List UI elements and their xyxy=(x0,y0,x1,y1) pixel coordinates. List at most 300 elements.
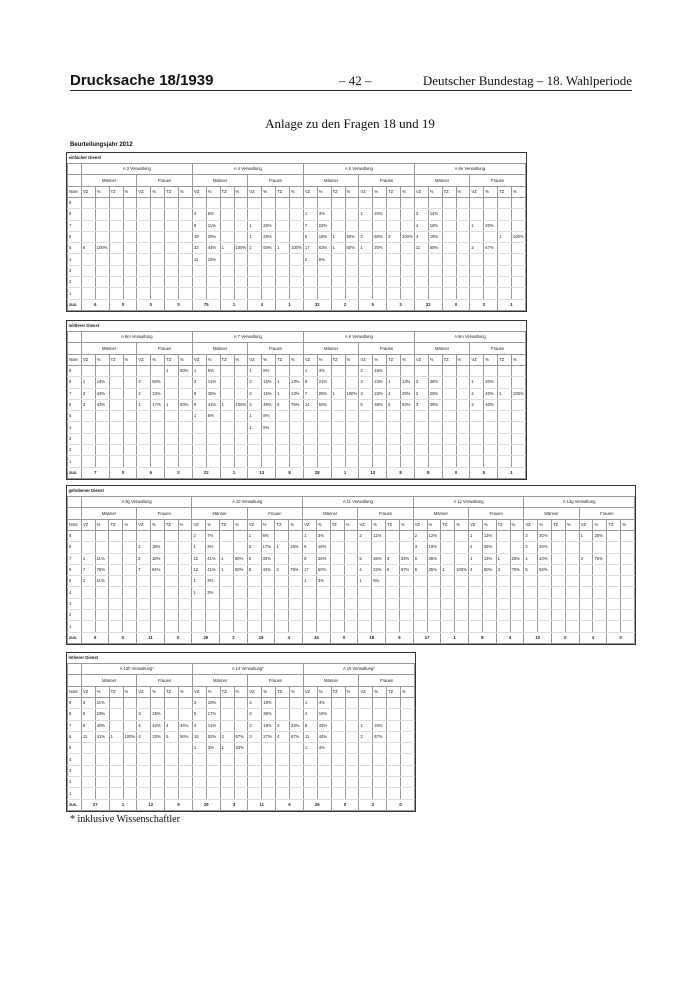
table-cell: 41% xyxy=(206,553,220,564)
table-cell xyxy=(524,598,538,609)
column-header: TZ xyxy=(498,354,512,365)
column-header: VZ xyxy=(137,686,151,697)
table-cell xyxy=(179,433,193,444)
column-header: TZ xyxy=(275,519,289,530)
table-cell xyxy=(123,553,137,564)
table-cell xyxy=(151,433,165,444)
table-cell: 100% xyxy=(455,564,469,575)
table-cell xyxy=(123,254,137,265)
column-header: VZ xyxy=(192,686,206,697)
table-cell xyxy=(220,610,234,621)
table-cell xyxy=(510,576,524,587)
table-cell xyxy=(484,422,498,433)
table-cell xyxy=(441,598,455,609)
table-cell xyxy=(123,587,137,598)
table-cell: 15% xyxy=(206,254,220,265)
table-cell xyxy=(220,456,234,467)
table-cell xyxy=(303,433,317,444)
table-cell xyxy=(498,411,512,422)
grade-note: 2 xyxy=(68,610,82,621)
table-cell xyxy=(109,456,123,467)
table-cell xyxy=(413,587,427,598)
table-cell: 1 xyxy=(303,576,317,587)
table-cell: 26% xyxy=(372,553,386,564)
table-cell xyxy=(401,709,415,720)
grade-note: 3 xyxy=(68,433,82,444)
block-label: höherer Dienst xyxy=(68,653,415,664)
table-cell xyxy=(165,743,179,754)
table-cell: 5 xyxy=(303,231,317,242)
table-cell xyxy=(387,709,401,720)
table-cell: 17% xyxy=(151,399,165,410)
table-cell xyxy=(81,456,95,467)
women-header: Frauen xyxy=(359,343,415,354)
table-cell: 75% xyxy=(289,564,303,575)
table-cell xyxy=(538,598,552,609)
table-cell xyxy=(150,530,164,541)
table-cell: 4 xyxy=(192,720,206,731)
table-cell xyxy=(387,765,401,776)
table-cell: 8% xyxy=(262,411,276,422)
table-cell xyxy=(387,445,401,456)
sum-cell: 13 xyxy=(248,467,276,478)
table-cell: 2 xyxy=(470,388,484,399)
table-cell xyxy=(345,197,359,208)
column-header: % xyxy=(401,354,415,365)
table-cell xyxy=(206,445,220,456)
table-cell xyxy=(123,754,137,765)
table-cell xyxy=(441,553,455,564)
table-cell xyxy=(220,542,234,553)
table-cell xyxy=(345,709,359,720)
table-cell xyxy=(358,621,372,632)
table-cell xyxy=(498,197,512,208)
sum-cell: 1 xyxy=(276,299,304,310)
table-row xyxy=(68,777,415,788)
table-cell xyxy=(386,530,400,541)
table-cell: 100% xyxy=(123,731,137,742)
column-header: VZ xyxy=(81,519,95,530)
table-cell xyxy=(123,243,137,254)
sum-cell: 6 xyxy=(276,799,304,810)
table-cell: 38% xyxy=(428,399,442,410)
table-row xyxy=(68,456,526,467)
men-header: Männer xyxy=(192,343,248,354)
table-cell: 1 xyxy=(220,743,234,754)
table-cell xyxy=(470,445,484,456)
table-cell xyxy=(512,411,526,422)
table-cell xyxy=(455,553,469,564)
table-cell xyxy=(386,576,400,587)
table-cell xyxy=(220,530,234,541)
table-cell xyxy=(137,422,151,433)
column-header: VZ xyxy=(137,519,151,530)
table-cell xyxy=(607,576,621,587)
table-cell: 1 xyxy=(81,576,95,587)
table-cell xyxy=(276,220,290,231)
column-header: TZ xyxy=(276,354,290,365)
column-header: TZ xyxy=(331,354,345,365)
table-cell: 14 xyxy=(303,399,317,410)
table-cell: 67% xyxy=(290,731,304,742)
table-cell: 8% xyxy=(262,422,276,433)
table-cell: 8 xyxy=(247,564,261,575)
table-cell xyxy=(81,365,95,376)
table-cell xyxy=(95,254,109,265)
table-cell: 14% xyxy=(95,377,109,388)
table-cell xyxy=(345,209,359,220)
table-cell xyxy=(579,598,593,609)
sum-label: zus. xyxy=(68,467,82,478)
table-cell xyxy=(220,411,234,422)
grade-note: 2 xyxy=(68,277,82,288)
table-cell xyxy=(387,422,401,433)
table-cell xyxy=(137,610,151,621)
table-cell xyxy=(373,433,387,444)
table-cell xyxy=(275,621,289,632)
column-header: TZ xyxy=(220,519,234,530)
column-header: TZ xyxy=(109,354,123,365)
table-cell xyxy=(484,456,498,467)
column-header: % xyxy=(565,519,579,530)
table-cell xyxy=(512,399,526,410)
table-cell: 3 xyxy=(247,542,261,553)
column-header: VZ xyxy=(137,354,151,365)
table-cell xyxy=(233,576,247,587)
group-header: A 6e Verwaltung xyxy=(414,164,525,175)
sum-cell: 9 xyxy=(81,632,109,643)
table-cell xyxy=(109,388,123,399)
table-row xyxy=(68,265,526,276)
table-cell: 1 xyxy=(470,377,484,388)
column-header: TZ xyxy=(220,686,234,697)
table-cell xyxy=(387,743,401,754)
column-header: TZ xyxy=(276,686,290,697)
table-cell xyxy=(192,456,206,467)
column-header: % xyxy=(262,186,276,197)
table-cell: 13% xyxy=(290,388,304,399)
table-cell xyxy=(358,587,372,598)
table-cell xyxy=(456,197,470,208)
column-header: TZ xyxy=(442,354,456,365)
table-cell xyxy=(165,754,179,765)
sum-cell: 3 xyxy=(470,299,498,310)
table-cell xyxy=(498,377,512,388)
table-row xyxy=(68,743,415,754)
table-cell xyxy=(81,598,95,609)
table-cell xyxy=(95,456,109,467)
table-cell xyxy=(373,254,387,265)
table-row xyxy=(68,411,526,422)
table-cell: 25% xyxy=(262,231,276,242)
sum-cell: 25 xyxy=(303,799,331,810)
table-cell xyxy=(123,709,137,720)
table-cell xyxy=(178,598,192,609)
table-cell: 11% xyxy=(95,697,109,708)
table-cell xyxy=(234,697,248,708)
table-cell xyxy=(137,445,151,456)
table-cell xyxy=(428,288,442,299)
table-cell xyxy=(498,288,512,299)
table-cell xyxy=(456,243,470,254)
table-cell xyxy=(484,445,498,456)
table-cell xyxy=(498,209,512,220)
table-cell: 3 xyxy=(386,553,400,564)
table-row xyxy=(68,598,635,609)
column-header: % xyxy=(401,186,415,197)
table-cell xyxy=(234,788,248,799)
table-cell xyxy=(206,788,220,799)
table-cell xyxy=(151,231,165,242)
table-cell xyxy=(81,411,95,422)
table-cell xyxy=(123,220,137,231)
column-header: VZ xyxy=(137,186,151,197)
table-cell xyxy=(331,765,345,776)
men-header: Männer xyxy=(192,675,248,686)
table-cell: 1 xyxy=(359,243,373,254)
men-header: Männer xyxy=(81,508,136,519)
column-header: VZ xyxy=(414,186,428,197)
table-cell xyxy=(510,587,524,598)
table-cell xyxy=(81,422,95,433)
grade-note: 1 xyxy=(68,456,82,467)
table-cell xyxy=(150,576,164,587)
table-cell xyxy=(179,231,193,242)
table-cell xyxy=(512,377,526,388)
table-cell xyxy=(234,209,248,220)
women-header: Frauen xyxy=(359,675,415,686)
column-header: % xyxy=(179,186,193,197)
table-cell xyxy=(359,411,373,422)
table-cell xyxy=(482,621,496,632)
table-cell xyxy=(290,777,304,788)
table-cell xyxy=(234,754,248,765)
table-cell: 1 xyxy=(498,388,512,399)
table-cell xyxy=(401,288,415,299)
table-cell: 1 xyxy=(192,365,206,376)
table-cell xyxy=(345,777,359,788)
table-cell xyxy=(496,576,510,587)
table-cell: 5 xyxy=(165,731,179,742)
table-cell xyxy=(317,288,331,299)
table-cell: 7% xyxy=(206,530,220,541)
table-cell xyxy=(95,220,109,231)
table-cell xyxy=(109,621,123,632)
table-cell: 18% xyxy=(428,220,442,231)
page-number: – 42 – xyxy=(339,73,372,88)
table-cell xyxy=(206,456,220,467)
table-cell xyxy=(456,277,470,288)
table-cell: 3 xyxy=(137,709,151,720)
table-cell xyxy=(220,288,234,299)
table-cell: 8 xyxy=(192,388,206,399)
table-cell xyxy=(262,788,276,799)
table-cell xyxy=(330,542,344,553)
sum-cell: 29 xyxy=(192,799,220,810)
table-cell: 3 xyxy=(496,564,510,575)
grade-note: 9 xyxy=(68,697,82,708)
table-cell: 6 xyxy=(247,553,261,564)
table-cell xyxy=(164,564,178,575)
table-cell xyxy=(81,231,95,242)
column-header: % xyxy=(401,686,415,697)
table-cell xyxy=(565,553,579,564)
grade-note: 7 xyxy=(68,220,82,231)
table-cell xyxy=(151,197,165,208)
table-cell xyxy=(387,777,401,788)
column-header: TZ xyxy=(164,519,178,530)
table-cell: 3% xyxy=(206,542,220,553)
table-row xyxy=(68,422,526,433)
table-cell xyxy=(164,621,178,632)
column-header: % xyxy=(151,686,165,697)
column-header: TZ xyxy=(330,519,344,530)
table-cell xyxy=(401,209,415,220)
table-cell xyxy=(137,576,151,587)
table-cell: 100% xyxy=(290,243,304,254)
table-row xyxy=(68,445,526,456)
column-header: % xyxy=(123,186,137,197)
table-cell xyxy=(206,754,220,765)
table-cell xyxy=(498,243,512,254)
table-cell: 1 xyxy=(220,564,234,575)
table-cell xyxy=(345,720,359,731)
sum-cell: 6 xyxy=(137,467,165,478)
table-cell xyxy=(470,209,484,220)
table-cell xyxy=(524,610,538,621)
table-cell xyxy=(234,765,248,776)
table-cell: 4 xyxy=(248,399,262,410)
table-cell xyxy=(331,277,345,288)
table-cell xyxy=(551,621,565,632)
table-cell xyxy=(373,456,387,467)
table-cell xyxy=(359,265,373,276)
table-cell: 3% xyxy=(206,743,220,754)
table-cell: 1 xyxy=(579,530,593,541)
table-cell xyxy=(512,456,526,467)
table-cell: 25% xyxy=(206,231,220,242)
table-cell xyxy=(414,365,428,376)
table-cell xyxy=(593,576,607,587)
column-header: VZ xyxy=(81,186,95,197)
men-header: Männer xyxy=(303,175,359,186)
table-cell xyxy=(470,197,484,208)
table-cell xyxy=(109,277,123,288)
table-cell xyxy=(331,754,345,765)
table-cell xyxy=(607,610,621,621)
table-cell xyxy=(109,542,123,553)
table-cell: 1 xyxy=(192,542,206,553)
table-cell xyxy=(179,445,193,456)
table-cell: 1 xyxy=(469,553,483,564)
sum-cell: 1 xyxy=(331,467,359,478)
column-header: TZ xyxy=(165,354,179,365)
table-cell xyxy=(470,277,484,288)
table-cell: 11 xyxy=(192,254,206,265)
table-cell xyxy=(387,197,401,208)
table-cell xyxy=(373,265,387,276)
column-header: TZ xyxy=(551,519,565,530)
table-cell: 53% xyxy=(317,243,331,254)
table-cell: 6 xyxy=(81,243,95,254)
table-cell xyxy=(109,788,123,799)
table-cell xyxy=(123,365,137,376)
table-cell xyxy=(345,399,359,410)
table-cell xyxy=(150,587,164,598)
table-cell xyxy=(290,697,304,708)
table-cell xyxy=(512,254,526,265)
table-cell xyxy=(164,576,178,587)
table-cell: 43% xyxy=(95,399,109,410)
table-cell xyxy=(275,530,289,541)
table-cell xyxy=(455,576,469,587)
table-cell xyxy=(276,411,290,422)
sum-cell: 0 xyxy=(442,299,470,310)
column-header: % xyxy=(538,519,552,530)
men-header: Männer xyxy=(81,675,137,686)
table-cell: 5 xyxy=(137,720,151,731)
table-cell xyxy=(109,777,123,788)
grade-note: 6 xyxy=(68,731,82,742)
table-cell xyxy=(401,365,415,376)
table-cell xyxy=(344,610,358,621)
table-cell xyxy=(387,365,401,376)
table-cell xyxy=(303,288,317,299)
table-cell xyxy=(455,598,469,609)
table-row xyxy=(68,765,415,776)
table-cell xyxy=(401,788,415,799)
table-cell xyxy=(262,288,276,299)
table-cell xyxy=(276,277,290,288)
table-cell: 3 xyxy=(414,399,428,410)
table-cell xyxy=(81,209,95,220)
table-cell xyxy=(316,598,330,609)
table-cell: 11 xyxy=(414,243,428,254)
table-cell xyxy=(470,231,484,242)
footnote: * inklusive Wissenschaftler xyxy=(70,814,180,825)
column-header: % xyxy=(290,354,304,365)
table-cell xyxy=(303,788,317,799)
table-row xyxy=(68,288,526,299)
table-cell: 33% xyxy=(151,388,165,399)
table-cell xyxy=(317,788,331,799)
table-cell xyxy=(95,433,109,444)
table-cell xyxy=(482,587,496,598)
table-cell xyxy=(373,697,387,708)
sum-cell: 32 xyxy=(303,299,331,310)
table-cell xyxy=(276,777,290,788)
table-cell xyxy=(401,777,415,788)
table-cell xyxy=(442,209,456,220)
table-cell: 5% xyxy=(206,209,220,220)
table-cell xyxy=(414,277,428,288)
table-cell xyxy=(441,610,455,621)
table-cell xyxy=(68,175,82,186)
table-cell xyxy=(401,445,415,456)
table-cell xyxy=(275,587,289,598)
table-cell: 1 xyxy=(359,720,373,731)
sum-cell: 22 xyxy=(192,467,220,478)
table-cell xyxy=(290,765,304,776)
column-header: % xyxy=(95,354,109,365)
table-cell xyxy=(123,231,137,242)
table-cell: 5 xyxy=(81,709,95,720)
table-cell xyxy=(359,254,373,265)
table-cell xyxy=(276,288,290,299)
table-cell xyxy=(373,754,387,765)
women-header: Frauen xyxy=(247,508,302,519)
table-cell xyxy=(401,265,415,276)
